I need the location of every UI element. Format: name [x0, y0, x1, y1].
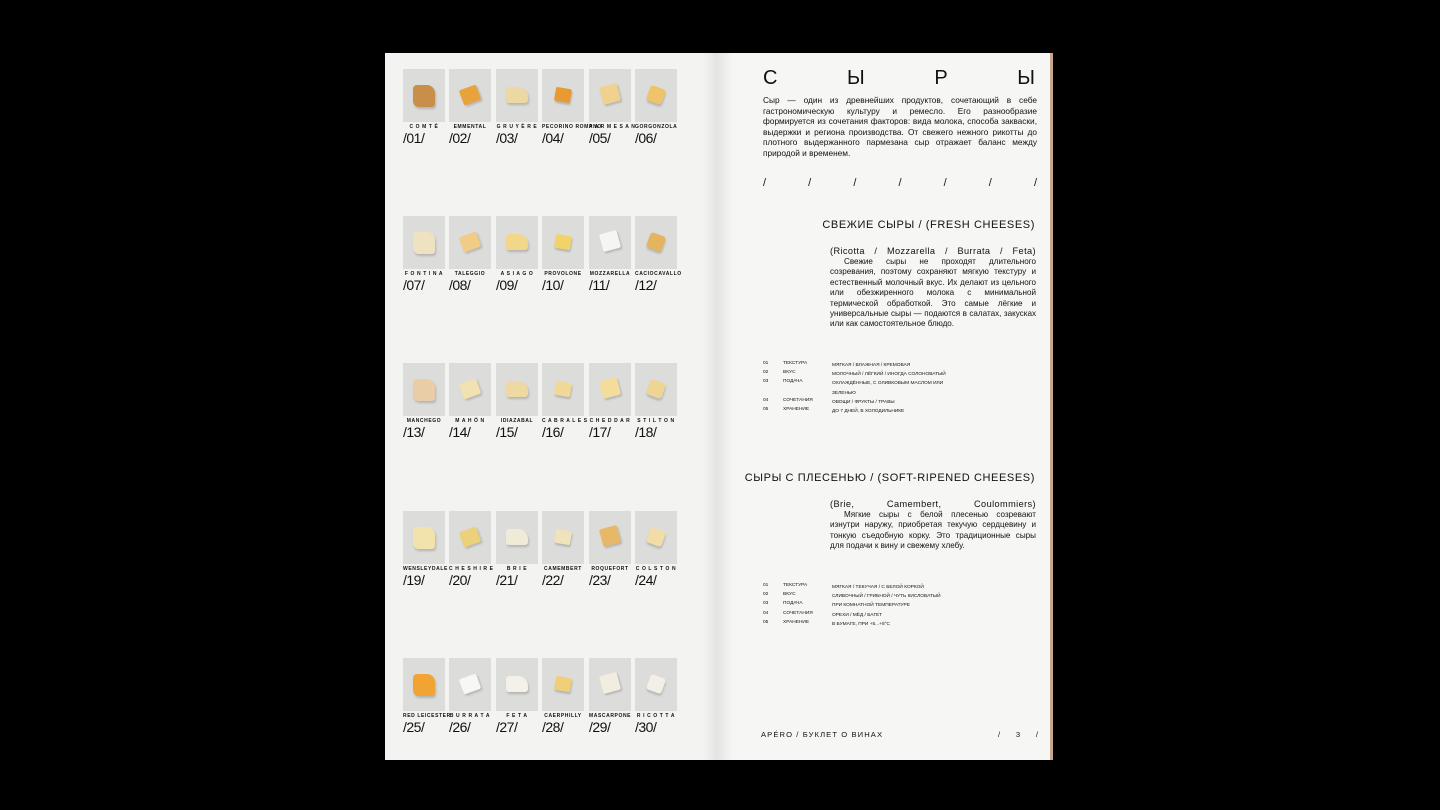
spec-number: 01: [763, 583, 769, 588]
cheese-photo: [635, 658, 677, 711]
cheese-number: /12/: [635, 277, 657, 293]
section-body-fresh: Свежие сыры не проходят длительного созревания, поэтому сохраняют мягкую текстуру и естественный молочный вкус. Их делают из цельного или обезжиренного молока с минимальной термической обработкой. Это самые лёгкие и универсальные сыры — подаются в салатах, закусках или как самостоятельное блюдо.: [830, 257, 1036, 329]
booklet-spread: [385, 53, 1056, 760]
cheese-name: P A R M E S A N: [589, 124, 636, 130]
spec-key: ВКУС: [783, 592, 796, 598]
cheese-piece-image: [646, 527, 667, 548]
left-page: [385, 53, 718, 760]
cheese-name: CAERPHILLY: [544, 713, 582, 719]
cheese-photo: [449, 658, 491, 711]
cheese-number: /25/: [403, 719, 425, 735]
cheese-number: /23/: [589, 572, 611, 588]
cheese-photo: [449, 363, 491, 416]
cheese-number: /17/: [589, 424, 611, 440]
spec-row: [763, 601, 1023, 610]
cheese-piece-image: [413, 85, 435, 107]
spec-row: [763, 398, 1023, 407]
spec-row: [763, 379, 1023, 397]
title-letter: Ы: [847, 67, 865, 89]
spec-row: [763, 370, 1023, 379]
cheese-piece-image: [506, 87, 528, 103]
spec-value: ДО 7 ДНЕЙ, В ХОЛОДИЛЬНИКЕ: [832, 408, 905, 414]
slash: /: [1033, 177, 1037, 189]
cheese-name: PROVOLONE: [544, 271, 582, 277]
spec-key: ТЕКСТУРА: [783, 361, 808, 366]
cheese-piece-image: [646, 379, 667, 400]
cheese-photo: [542, 363, 584, 416]
slash: /: [808, 177, 812, 189]
cheese-name: M A H Ó N: [455, 418, 485, 424]
cheese-photo: [542, 69, 584, 122]
cheese-piece-image: [554, 676, 572, 693]
cheese-name: MASCARPONE: [589, 713, 632, 719]
cheese-photo: [542, 216, 584, 269]
spec-value: ПРИ КОМНАТНОЙ ТЕМПЕРАТУРЕ: [832, 603, 910, 609]
cheese-photo: [542, 658, 584, 711]
cheese-number: /27/: [496, 719, 518, 735]
cheese-piece-image: [599, 672, 621, 694]
cheese-number: /13/: [403, 424, 425, 440]
cheese-name: C H E S H I R E: [449, 566, 494, 572]
spec-value: СЛИВОЧНЫЙ / ГРИБНОЙ / ЧУТЬ КИСЛОВАТЫЙ: [832, 594, 941, 600]
cheese-photo: [635, 69, 677, 122]
title-letter: Р: [934, 67, 948, 89]
cheese-name: C O M T É: [409, 124, 439, 130]
slash: /: [853, 177, 857, 189]
cheese-name: CAMEMBERT: [544, 566, 582, 572]
cheese-name: RED LEICESTER: [403, 713, 451, 719]
cheese-piece-image: [459, 84, 481, 105]
intro-paragraph: Сыр — один из древнейших продуктов, сочетающий в себе гастрономическую культуру и ремесло. Его разнообразие формируется из сочетания факторов: вида молока, способа закваски, выдержки и региона производства. От свежего нежного рикотты до плотного выдержанного пармезана сыр отражает баланс между природой и временем.: [763, 95, 1037, 158]
cheese-number: /26/: [449, 719, 471, 735]
cheese-number: /24/: [635, 572, 657, 588]
spec-number: 03: [763, 379, 769, 385]
spec-row: [763, 592, 1023, 601]
spec-number: 05: [763, 406, 769, 412]
cheese-number: /02/: [449, 130, 471, 146]
page-number-value: 3: [1015, 730, 1021, 739]
cheese-photo: [496, 69, 538, 122]
cheese-photo: [635, 511, 677, 564]
title-letter: С: [763, 67, 778, 89]
cheese-piece-image: [646, 674, 667, 695]
page-title: [763, 67, 1035, 90]
cheese-piece-image: [413, 379, 435, 401]
slash: /: [943, 177, 947, 189]
cheese-number: /01/: [403, 130, 425, 146]
cheese-name: C H E D D A R: [589, 418, 631, 424]
spine-shadow: [703, 53, 733, 760]
spec-key: СОЧЕТАНИЯ: [783, 610, 813, 616]
spec-key: ПОДАЧА: [783, 601, 803, 607]
page-edge: [1050, 53, 1053, 760]
cheese-number: /19/: [403, 572, 425, 588]
cheese-name: ROQUEFORT: [591, 566, 629, 572]
cheese-piece-image: [506, 234, 528, 250]
cheese-name: F O N T I N A: [404, 271, 444, 277]
spec-row: [763, 620, 1023, 629]
cheese-piece-image: [554, 381, 572, 398]
cheese-number: /05/: [589, 130, 611, 146]
spec-value: МЯГКАЯ / ВЛАЖНАЯ / КРЕМОВАЯ: [832, 363, 911, 368]
cheese-number: /04/: [542, 130, 564, 146]
cheese-number: /29/: [589, 719, 611, 735]
cheese-number: /03/: [496, 130, 518, 146]
page-number-slash: /: [1035, 730, 1038, 739]
section-title-fresh: СВЕЖИЕ СЫРЫ / (FRESH CHEESES): [822, 219, 1035, 231]
spec-row: [763, 407, 1023, 416]
spec-key: СОЧЕТАНИЯ: [783, 397, 813, 403]
cheese-name: F E T A: [506, 713, 528, 719]
section-body-soft: Мягкие сыры с белой плесенью созревают изнутри наружу, приобретая текучую сердцевину и тонкую съедобную корку. Это традиционные сыры для подачи к вину и свежему хлебу.: [830, 510, 1036, 551]
cheese-number: /30/: [635, 719, 657, 735]
cheese-piece-image: [459, 378, 481, 399]
spec-value: ОРЕХИ / МЁД / БАГЕТ: [832, 612, 883, 618]
section-subtitle-fresh: (Ricotta / Mozzarella / Burrata / Feta): [830, 246, 1036, 256]
spec-table-fresh: [763, 361, 1023, 416]
cheese-name: TALEGGIO: [454, 271, 486, 277]
cheese-number: /21/: [496, 572, 518, 588]
cheese-piece-image: [413, 527, 435, 549]
spec-number: 04: [763, 610, 769, 616]
cheese-photo: [496, 511, 538, 564]
cheese-photo: [403, 511, 445, 564]
cheese-name: B R I E: [506, 566, 528, 572]
cheese-piece-image: [459, 673, 481, 694]
cheese-photo: [635, 216, 677, 269]
slash: /: [763, 177, 767, 189]
cheese-piece-image: [599, 83, 621, 105]
cheese-photo: [403, 363, 445, 416]
cheese-name: R I C O T T A: [636, 713, 676, 719]
cheese-number: /20/: [449, 572, 471, 588]
spec-row: [763, 611, 1023, 620]
spec-key: ТЕКСТУРА: [783, 583, 808, 588]
section-title-soft: СЫРЫ С ПЛЕСЕНЬЮ / (SOFT-RIPENED CHEESES): [744, 472, 1035, 484]
cheese-photo: [496, 216, 538, 269]
spec-number: 02: [763, 592, 769, 598]
cheese-photo: [589, 216, 631, 269]
cheese-photo: [589, 658, 631, 711]
right-page: [718, 53, 1053, 760]
cheese-piece-image: [413, 232, 435, 254]
cheese-name: S T I L T O N: [637, 418, 675, 424]
cheese-photo: [542, 511, 584, 564]
cheese-photo: [496, 658, 538, 711]
cheese-name: IDIAZABAL: [500, 418, 534, 424]
cheese-name: C A B R A L E S: [542, 418, 588, 424]
cheese-piece-image: [506, 381, 528, 397]
spec-key: ВКУС: [783, 370, 796, 376]
cheese-name: PECORINO ROMANO: [542, 124, 602, 130]
cheese-piece-image: [599, 230, 621, 252]
cheese-piece-image: [646, 85, 667, 106]
slash-divider: [763, 177, 1037, 189]
spec-key: ХРАНЕНИЕ: [783, 619, 810, 625]
cheese-name: GORGONZOLA: [635, 124, 678, 130]
cheese-number: /14/: [449, 424, 471, 440]
cheese-photo: [449, 511, 491, 564]
spec-row: [763, 583, 1023, 592]
spec-number: 03: [763, 601, 769, 607]
cheese-photo: [589, 363, 631, 416]
cheese-number: /15/: [496, 424, 518, 440]
slash: /: [988, 177, 992, 189]
cheese-piece-image: [506, 529, 528, 545]
cheese-piece-image: [459, 526, 481, 547]
cheese-piece-image: [506, 676, 528, 692]
cheese-name: G R U Y È R E: [496, 124, 538, 130]
page-number: [998, 730, 1038, 739]
cheese-name: C O L S T O N: [635, 566, 677, 572]
cheese-photo: [449, 69, 491, 122]
cheese-number: /28/: [542, 719, 564, 735]
cheese-number: /10/: [542, 277, 564, 293]
cheese-name: CACIOCAVALLO: [635, 271, 682, 277]
cheese-photo: [635, 363, 677, 416]
cheese-photo: [403, 658, 445, 711]
cheese-piece-image: [599, 525, 621, 547]
title-letter: Ы: [1017, 67, 1035, 89]
spec-number: 02: [763, 370, 769, 376]
cheese-photo: [589, 69, 631, 122]
cheese-photo: [449, 216, 491, 269]
page-number-slash: /: [998, 730, 1001, 739]
cheese-number: /07/: [403, 277, 425, 293]
cheese-photo: [403, 69, 445, 122]
cheese-number: /16/: [542, 424, 564, 440]
cheese-name: MANCHEGO: [406, 418, 442, 424]
cheese-name: A S I A G O: [500, 271, 534, 277]
cheese-photo: [403, 216, 445, 269]
cheese-name: B U R R A T A: [449, 713, 491, 719]
cheese-photo: [589, 511, 631, 564]
spec-row: [763, 361, 1023, 370]
footer-title: APÉRO / БУКЛЕТ О ВИНАХ: [761, 730, 884, 739]
cheese-piece-image: [599, 377, 621, 399]
spec-value: МЯГКАЯ / ТЕКУЧАЯ / С БЕЛОЙ КОРКОЙ: [832, 585, 924, 590]
spec-number: 01: [763, 361, 769, 366]
spec-value: В БУМАГЕ, ПРИ +5...+8°C: [832, 621, 891, 627]
cheese-number: /08/: [449, 277, 471, 293]
section-subtitle-soft: (Brie, Camembert, Coulommiers): [830, 499, 1036, 509]
slash: /: [898, 177, 902, 189]
spec-value: ОХЛАЖДЁННЫЕ, С ОЛИВКОВЫМ МАСЛОМ ИЛИ ЗЕЛЕНЬЮ: [832, 381, 944, 396]
cheese-number: /18/: [635, 424, 657, 440]
cheese-name: MOZZARELLA: [589, 271, 631, 277]
cheese-name: EMMENTAL: [453, 124, 487, 130]
spec-table-soft: [763, 583, 1023, 629]
cheese-name: WENSLEYDALE: [403, 566, 448, 572]
cheese-piece-image: [554, 87, 572, 104]
spec-number: 04: [763, 397, 769, 403]
spec-key: ПОДАЧА: [783, 379, 803, 385]
spec-number: 05: [763, 619, 769, 625]
cheese-number: /09/: [496, 277, 518, 293]
cheese-piece-image: [554, 529, 572, 546]
cheese-number: /11/: [589, 277, 610, 293]
spec-value: МОЛОЧНЫЙ / ЛЁГКИЙ / ИНОГДА СОЛОНОВАТЫЙ: [832, 372, 946, 378]
cheese-photo: [496, 363, 538, 416]
spec-key: ХРАНЕНИЕ: [783, 406, 810, 412]
cheese-piece-image: [413, 674, 435, 696]
cheese-number: /06/: [635, 130, 657, 146]
spec-value: ОВОЩИ / ФРУКТЫ / ТРАВЫ: [832, 399, 895, 405]
cheese-number: /22/: [542, 572, 564, 588]
cheese-piece-image: [554, 234, 572, 251]
cheese-piece-image: [646, 232, 667, 253]
cheese-piece-image: [459, 231, 481, 252]
